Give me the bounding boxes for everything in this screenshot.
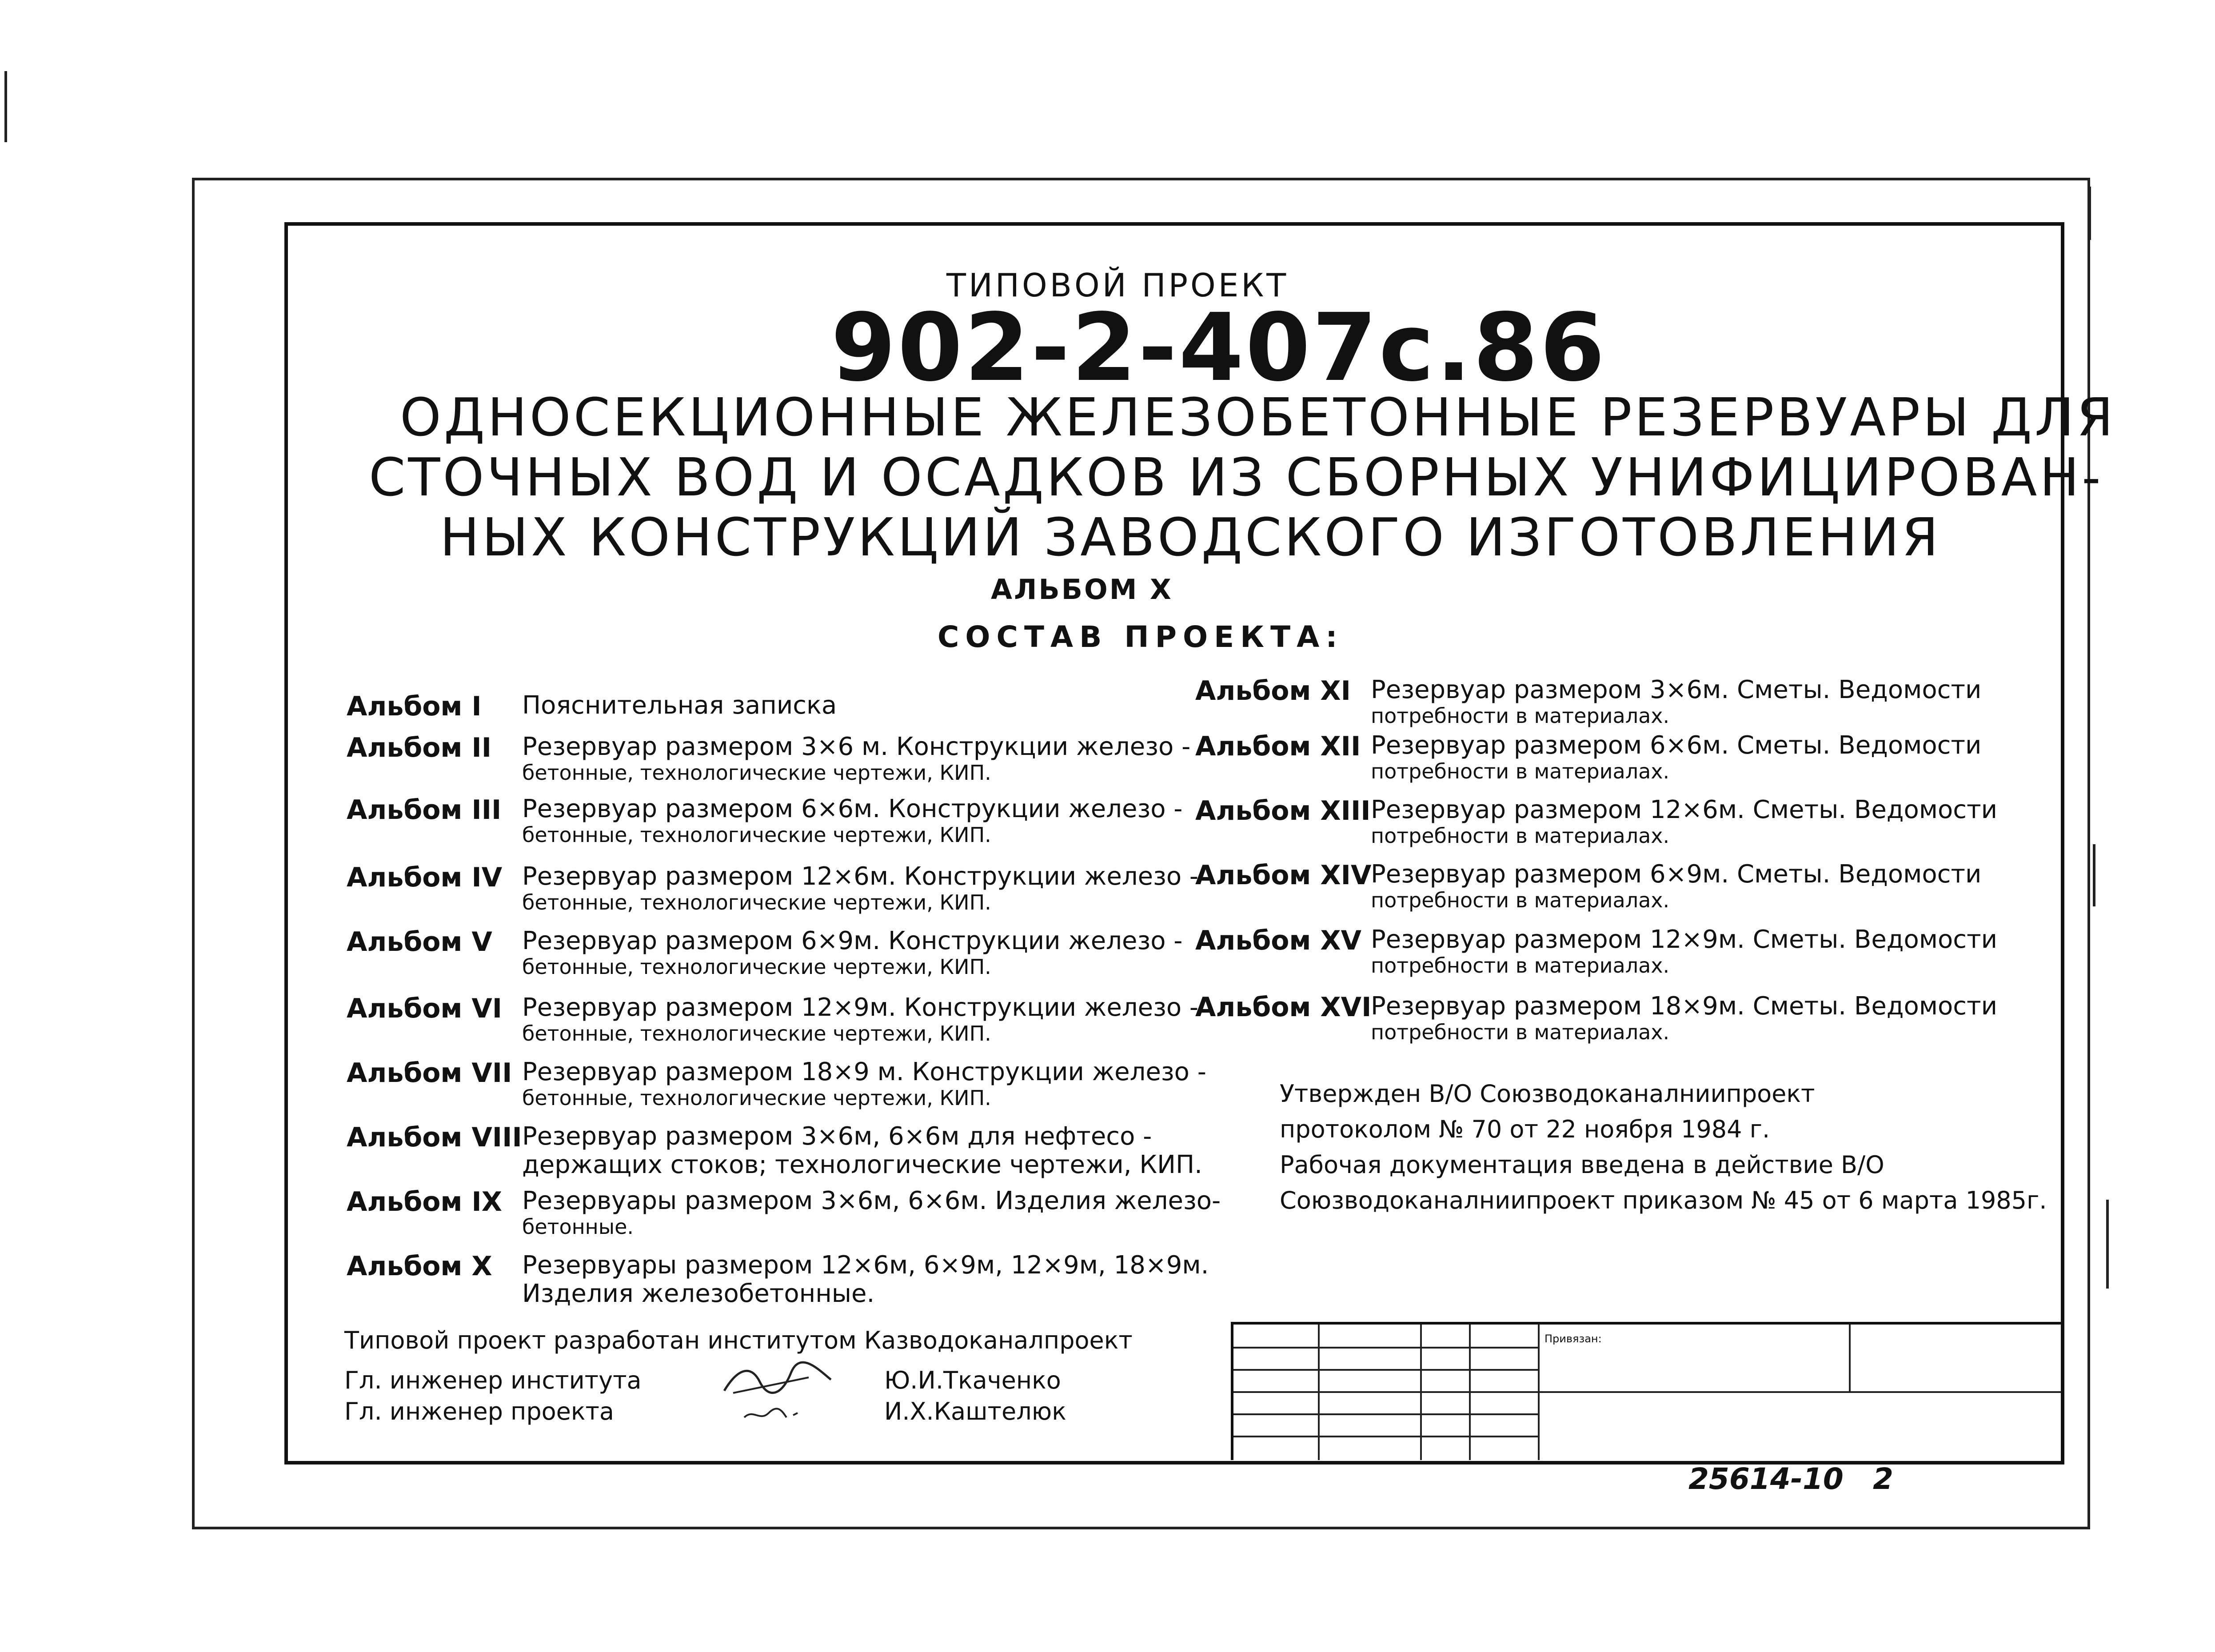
album-description-cont: бетонные, технологические чертежи, КИП. [522,823,991,847]
album-description: Резервуар размером 6×9м. Сметы. Ведомости [1371,860,1982,889]
title-block-stamp [1231,1322,2061,1460]
stamp-divider [1538,1391,2061,1393]
album-description-cont: потребности в материалах. [1371,704,1670,728]
project-title-line-1: ОДНОСЕКЦИОННЫЕ ЖЕЛЕЗОБЕТОННЫЕ РЕЗЕРВУАРЫ ДЛЯ [400,387,2116,448]
album-label: Альбом I [347,691,482,722]
album-description: Резервуар размером 18×9м. Сметы. Ведомости [1371,992,1998,1021]
stamp-col-line [1420,1325,1422,1460]
bound-label: Привязан: [1545,1333,1602,1345]
album-label: Альбом XVI [1195,992,1372,1023]
album-label: Альбом XIV [1195,860,1372,891]
stamp-col-line [1318,1325,1320,1460]
album-label: Альбом XV [1195,925,1362,956]
stamp-row-line [1233,1413,1538,1415]
album-label: Альбом XIII [1195,795,1371,826]
album-description-cont: потребности в материалах. [1371,824,1670,848]
scan-mark [4,71,7,142]
album-label: Альбом IV [347,862,503,893]
album-description-cont: бетонные, технологические чертежи, КИП. [522,890,991,914]
album-description-cont: бетонные. [522,1215,634,1239]
album-label: Альбом XII [1195,731,1361,762]
album-description: Пояснительная записка [522,691,837,720]
project-title-line-2: СТОЧНЫХ ВОД И ОСАДКОВ ИЗ СБОРНЫХ УНИФИЦИРОВАН- [369,447,2103,508]
album-description: Резервуар размером 3×6м, 6×6м для нефтесо - [522,1122,1152,1151]
stamp-col-line [1849,1325,1851,1391]
approval-line-1: Утвержден В/О Союзводоканалниипроект [1280,1080,1815,1108]
album-description: Резервуар размером 3×6 м. Конструкции железо - [522,732,1191,761]
approval-line-4: Союзводоканалниипроект приказом № 45 от 6 марта 1985г. [1280,1186,2047,1214]
album-description: Резервуары размером 12×6м, 6×9м, 12×9м, 18×9м. [522,1251,1209,1280]
project-title-line-3: НЫХ КОНСТРУКЦИЙ ЗАВОДСКОГО ИЗГОТОВЛЕНИЯ [440,507,1941,568]
chief-engineer-project-role: Гл. инженер проекта [344,1397,615,1425]
album-description-cont: бетонные, технологические чертежи, КИП. [522,1086,991,1110]
album-label: Альбом VIII [347,1122,522,1153]
album-description-cont: держащих стоков; технологические чертежи, КИП. [522,1150,1202,1179]
album-label: Альбом II [347,732,492,763]
album-description: Резервуар размером 6×9м. Конструкции железо - [522,926,1183,955]
sheet-number: 2 [1873,1462,1893,1496]
album-description-cont: потребности в материалах. [1371,759,1670,783]
album-description: Резервуар размером 12×6м. Сметы. Ведомости [1371,795,1998,824]
stamp-col-line [1469,1325,1471,1460]
signature-image [720,1360,835,1400]
stamp-row-line [1233,1436,1538,1437]
album-description-cont: бетонные, технологические чертежи, КИП. [522,1022,991,1045]
album-description: Резервуар размером 6×6м. Конструкции железо - [522,794,1183,823]
album-description-cont: потребности в материалах. [1371,954,1670,978]
album-description: Резервуар размером 12×9м. Сметы. Ведомости [1371,925,1998,954]
album-description: Резервуар размером 6×6м. Сметы. Ведомости [1371,731,1982,760]
approval-line-2: протоколом № 70 от 22 ноября 1984 г. [1280,1115,1770,1143]
album-label: Альбом IX [347,1186,502,1217]
stamp-row-line [1233,1347,1538,1349]
album-description: Резервуары размером 3×6м, 6×6м. Изделия железо- [522,1186,1221,1215]
album-label: Альбом III [347,794,502,826]
scan-mark [2093,844,2095,906]
chief-engineer-institute-name: Ю.И.Ткаченко [884,1366,1061,1394]
album-description: Резервуар размером 18×9 м. Конструкции железо - [522,1057,1206,1086]
album-label: Альбом XI [1195,675,1351,706]
chief-engineer-project-name: И.Х.Каштелюк [884,1397,1066,1425]
album-label: Альбом X [347,1251,492,1282]
signature-image [742,1400,804,1426]
developer-line: Типовой проект разработан институтом Казводоканалпроект [344,1326,1133,1354]
scan-mark [2088,187,2091,240]
stamp-row-line [1233,1391,1538,1393]
album-description-cont: Изделия железобетонные. [522,1279,875,1308]
composition-title: СОСТАВ ПРОЕКТА: [938,620,1344,654]
album-description: Резервуар размером 12×6м. Конструкции железо - [522,862,1199,891]
scan-mark [2106,1200,2109,1289]
inventory-code: 25614-10 [1688,1462,1844,1496]
album-label: Альбом VII [347,1057,512,1089]
stamp-row-line [1233,1369,1538,1371]
album-description-cont: потребности в материалах. [1371,1020,1670,1044]
album-description: Резервуар размером 12×9м. Конструкции железо - [522,993,1199,1022]
album-number: АЛЬБОМ X [991,573,1173,606]
project-number: 902-2-407с.86 [831,293,1607,402]
album-label: Альбом VI [347,993,503,1024]
album-description-cont: бетонные, технологические чертежи, КИП. [522,955,991,979]
album-description-cont: бетонные, технологические чертежи, КИП. [522,761,991,785]
album-label: Альбом V [347,926,492,958]
project-type-label: ТИПОВОЙ ПРОЕКТ [946,267,1289,304]
chief-engineer-institute-role: Гл. инженер института [344,1366,642,1394]
album-description-cont: потребности в материалах. [1371,888,1670,912]
approval-line-3: Рабочая документация введена в действие В/О [1280,1151,1884,1179]
album-description: Резервуар размером 3×6м. Сметы. Ведомости [1371,675,1982,704]
